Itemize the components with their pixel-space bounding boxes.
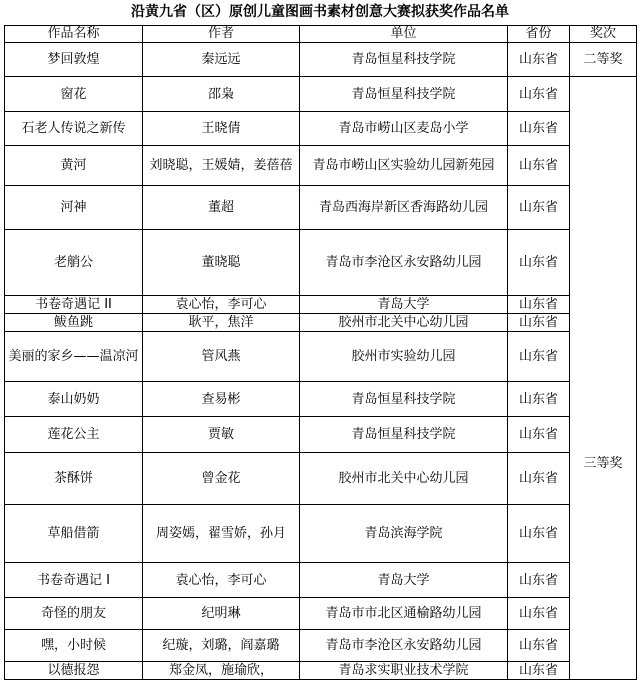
table-row (5, 598, 637, 630)
table-row (5, 43, 637, 77)
table-row (5, 146, 637, 186)
cell-province: 山东省 (508, 77, 570, 112)
cell-prize: 二等奖 (570, 43, 637, 77)
cell-unit: 青岛求实职业技术学院 (300, 662, 508, 680)
header-work: 作品名称 (5, 26, 143, 43)
cell-province: 山东省 (508, 296, 570, 314)
cell-work: 书卷奇遇记 I (5, 563, 143, 598)
table-row (5, 314, 637, 332)
cell-author: 曾金花 (143, 453, 300, 505)
cell-work: 美丽的家乡——温凉河 (5, 332, 143, 382)
cell-prize-merged: 三等奖 (570, 77, 637, 680)
cell-unit: 胶州市北关中心幼儿园 (300, 453, 508, 505)
table-row (5, 453, 637, 505)
table-row (5, 382, 637, 417)
awards-table (4, 25, 637, 680)
cell-author: 纪璇，刘璐，阎嘉璐 (143, 630, 300, 662)
header-prize: 奖次 (570, 26, 637, 43)
cell-province: 山东省 (508, 505, 570, 563)
cell-unit: 青岛西海岸新区香海路幼儿园 (300, 186, 508, 230)
cell-unit: 青岛市崂山区麦岛小学 (300, 112, 508, 146)
header-unit: 单位 (300, 26, 508, 43)
cell-province: 山东省 (508, 598, 570, 630)
cell-unit: 青岛市崂山区实验幼儿园新苑园 (300, 146, 508, 186)
cell-province: 山东省 (508, 662, 570, 680)
cell-author: 管风燕 (143, 332, 300, 382)
cell-unit: 青岛市市北区通榆路幼儿园 (300, 598, 508, 630)
cell-work: 草船借箭 (5, 505, 143, 563)
cell-province: 山东省 (508, 630, 570, 662)
header-province: 省份 (508, 26, 570, 43)
table-row (5, 112, 637, 146)
cell-work: 莲花公主 (5, 417, 143, 453)
cell-author: 董晓聪 (143, 230, 300, 296)
cell-province: 山东省 (508, 453, 570, 505)
cell-work: 奇怪的朋友 (5, 598, 143, 630)
table-row (5, 417, 637, 453)
cell-province: 山东省 (508, 382, 570, 417)
document-title: 沿黄九省（区）原创儿童图画书素材创意大赛拟获奖作品名单 (131, 4, 509, 20)
cell-work: 石老人传说之新传 (5, 112, 143, 146)
cell-province: 山东省 (508, 186, 570, 230)
cell-work: 老艄公 (5, 230, 143, 296)
cell-work: 窗花 (5, 77, 143, 112)
cell-author: 耿平，焦洋 (143, 314, 300, 332)
cell-author: 贾敏 (143, 417, 300, 453)
cell-province: 山东省 (508, 230, 570, 296)
cell-author: 袁心怡，李可心 (143, 563, 300, 598)
cell-author: 刘晓聪，王媛婧，姜蓓蓓 (143, 146, 300, 186)
header-author: 作者 (143, 26, 300, 43)
cell-unit: 青岛市李沧区永安路幼儿园 (300, 230, 508, 296)
cell-province: 山东省 (508, 563, 570, 598)
cell-work: 鲅鱼跳 (5, 314, 143, 332)
table-row (5, 77, 637, 112)
table-row (5, 296, 637, 314)
cell-work: 河神 (5, 186, 143, 230)
cell-unit: 胶州市实验幼儿园 (300, 332, 508, 382)
table-row (5, 230, 637, 296)
cell-work: 泰山奶奶 (5, 382, 143, 417)
cell-author: 王晓倩 (143, 112, 300, 146)
table-row (5, 332, 637, 382)
cell-unit: 青岛大学 (300, 296, 508, 314)
cell-author: 袁心怡，李可心 (143, 296, 300, 314)
cell-province: 山东省 (508, 112, 570, 146)
cell-unit: 青岛滨海学院 (300, 505, 508, 563)
cell-work: 嘿，小时候 (5, 630, 143, 662)
table-row (5, 505, 637, 563)
table-row (5, 186, 637, 230)
cell-author: 郑金凤，施瑜欣， (143, 662, 300, 680)
cell-unit: 青岛市李沧区永安路幼儿园 (300, 630, 508, 662)
cell-unit: 胶州市北关中心幼儿园 (300, 314, 508, 332)
cell-province: 山东省 (508, 43, 570, 77)
header-row (5, 26, 637, 43)
table-row (5, 563, 637, 598)
cell-work: 书卷奇遇记 II (5, 296, 143, 314)
cell-province: 山东省 (508, 417, 570, 453)
cell-work: 以德报怨 (5, 662, 143, 680)
cell-work: 梦回敦煌 (5, 43, 143, 77)
cell-author: 周姿嫣，翟雪娇，孙月 (143, 505, 300, 563)
cell-work: 黄河 (5, 146, 143, 186)
cell-unit: 青岛恒星科技学院 (300, 382, 508, 417)
cell-province: 山东省 (508, 314, 570, 332)
cell-author: 纪明琳 (143, 598, 300, 630)
table-row (5, 630, 637, 662)
cell-unit: 青岛恒星科技学院 (300, 43, 508, 77)
cell-unit: 青岛恒星科技学院 (300, 417, 508, 453)
cell-author: 董超 (143, 186, 300, 230)
table-row (5, 662, 637, 680)
cell-unit: 青岛恒星科技学院 (300, 77, 508, 112)
cell-author: 查易彬 (143, 382, 300, 417)
cell-unit: 青岛大学 (300, 563, 508, 598)
cell-work: 茶酥饼 (5, 453, 143, 505)
cell-province: 山东省 (508, 146, 570, 186)
cell-author: 秦远远 (143, 43, 300, 77)
cell-author: 邵枭 (143, 77, 300, 112)
cell-province: 山东省 (508, 332, 570, 382)
